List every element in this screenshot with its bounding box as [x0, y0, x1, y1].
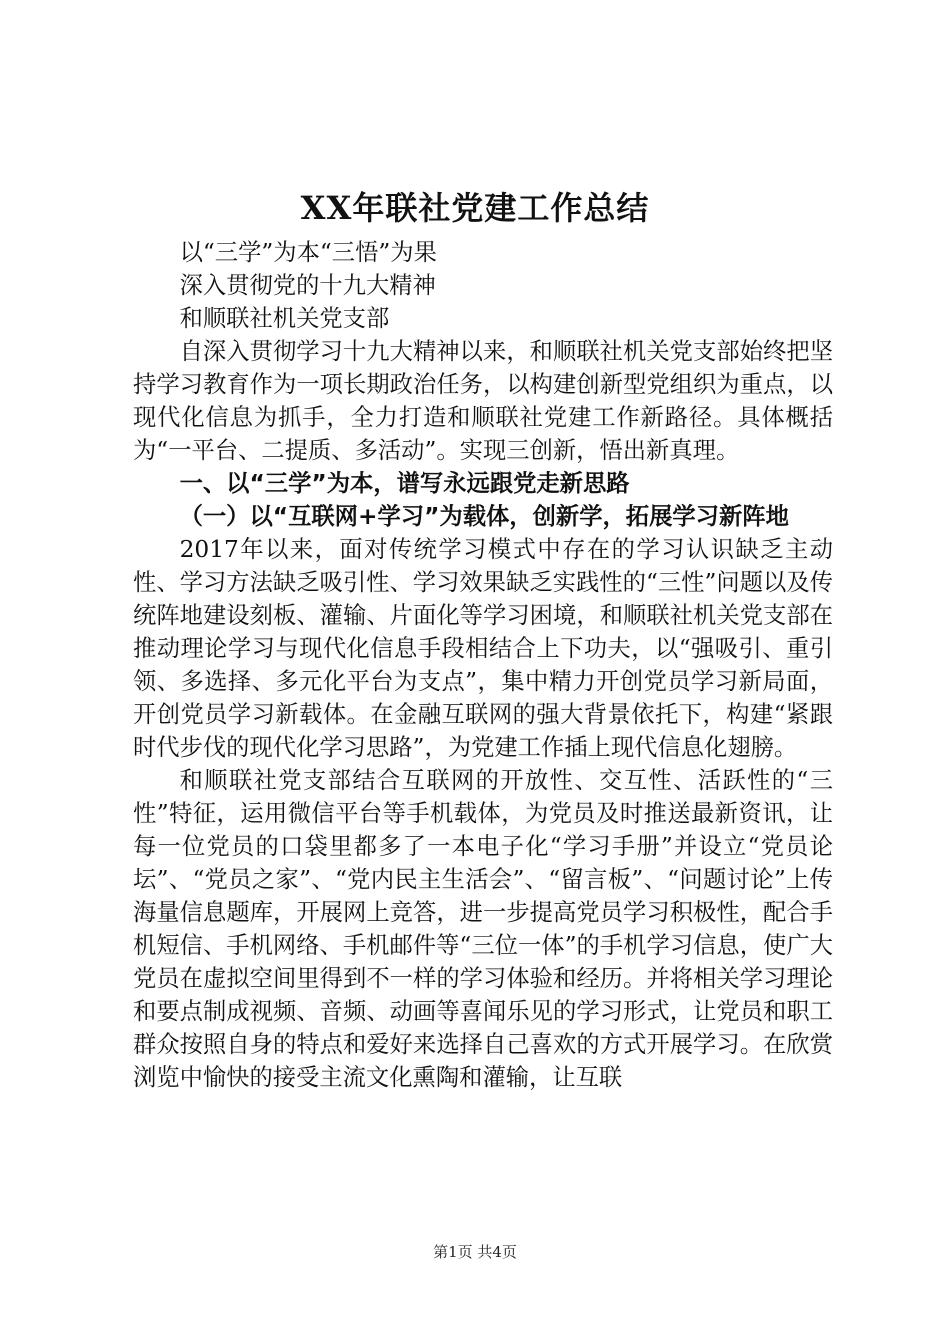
page-number-footer: 第1页 共4页: [433, 1243, 517, 1261]
subtitle-line: 以“三学”为本“三悟”为果: [179, 239, 437, 266]
subtitle-line: 深入贯彻党的十九大精神: [179, 272, 436, 299]
subsection-heading: （一）以“互联网+学习”为载体，创新学，拓展学习新阵地: [179, 503, 789, 530]
document-title: XX年联社党建工作总结: [300, 189, 650, 227]
section-heading: 一、以“三学”为本，谱写永远跟党走新思路: [179, 470, 630, 497]
subtitle-line: 和顺联社机关党支部: [179, 305, 390, 332]
body-paragraph: 和顺联社党支部结合互联网的开放性、交互性、活跃性的“三性”特征，运用微信平台等手机载体，为党员及时推送最新资讯，让每一位党员的口袋里都多了一本电子化“学习手册”并设立“党员论坛”、“党员之家”、“党内民主生活会”、“留言板”、“问题讨论”上传海量信息题库，开展网上竞答，进一步提高党员学习积极性，配合手机短信、手机网络、手机邮件等“三位一体”的手机学习信息，使广大党员在虚拟空间里得到不一样的学习体验和经历。并将相关学习理论和要点制成视频、音频、动画等喜闻乐见的学习形式，让党员和职工群众按照自身的特点和爱好来选择自己喜欢的方式开展学习。在欣赏浏览中愉快的接受主流文化熏陶和灌输，让互联: [133, 767, 833, 1091]
intro-paragraph: 自深入贯彻学习十九大精神以来，和顺联社机关党支部始终把坚持学习教育作为一项长期政治任务，以构建创新型党组织为重点，以现代化信息为抓手，全力打造和顺联社党建工作新路径。具体概括为“一平台、二提质、多活动”。实现三创新，悟出新真理。: [133, 338, 833, 464]
body-paragraph: 2017年以来，面对传统学习模式中存在的学习认识缺乏主动性、学习方法缺乏吸引性、学习效果缺乏实践性的“三性”问题以及传统阵地建设刻板、灌输、片面化等学习困境，和顺联社机关党支部在推动理论学习与现代化信息手段相结合上下功夫，以“强吸引、重引领、多选择、多元化平台为支点”，集中精力开创党员学习新局面，开创党员学习新载体。在金融互联网的强大背景依托下，构建“紧跟时代步伐的现代化学习思路”，为党建工作插上现代信息化翅膀。: [133, 536, 833, 761]
document-body: [133, 236, 833, 1094]
